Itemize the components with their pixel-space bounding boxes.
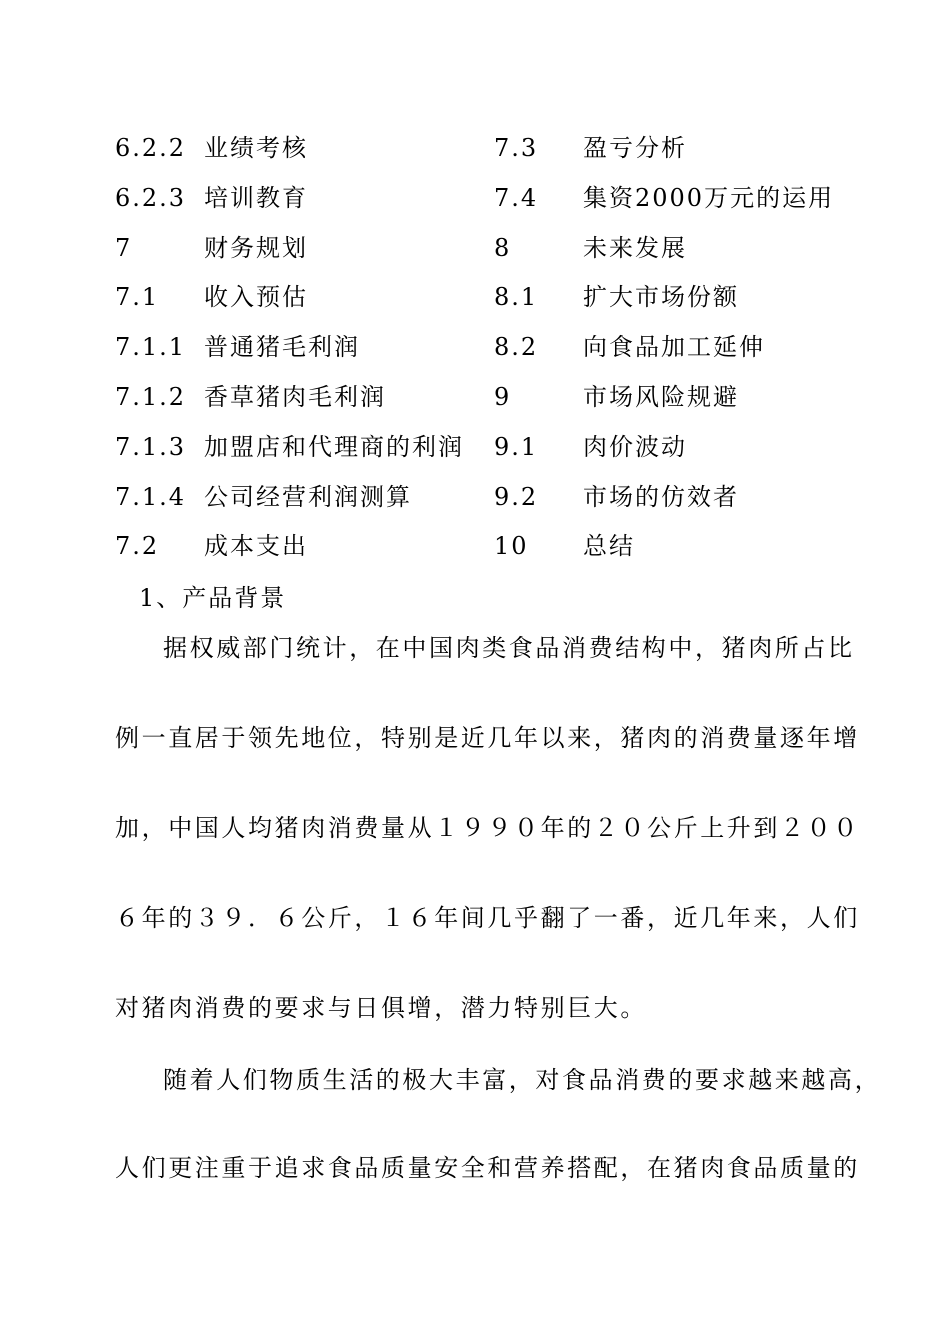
table-of-contents [0,128,950,576]
toc-number: 10 [494,532,529,561]
toc-number: 8.1 [494,283,539,312]
toc-title: 总结 [583,532,635,561]
toc-row [0,377,950,427]
toc-title: 市场风险规避 [583,382,739,411]
toc-title: 香草猪肉毛利润 [204,382,386,411]
section-heading: 1、产品背景 [139,584,287,612]
toc-number: 7.4 [494,183,539,212]
toc-title: 业绩考核 [204,134,308,162]
toc-number: 6.2.3 [115,183,187,212]
toc-title: 集资2000万元的运用 [583,183,835,212]
toc-number: 6.2.2 [115,134,187,162]
toc-title: 财务规划 [204,233,308,262]
toc-title: 盈亏分析 [583,134,687,162]
toc-row [0,178,950,228]
toc-title: 加盟店和代理商的利润 [204,432,464,461]
toc-number: 9 [494,382,512,411]
toc-number: 7.1 [115,283,160,312]
toc-title: 收入预估 [204,283,308,312]
toc-title: 未来发展 [583,233,687,262]
toc-title: 普通猪毛利润 [204,333,360,362]
toc-number: 7.3 [494,134,539,162]
toc-row [0,277,950,327]
toc-row [0,327,950,377]
toc-number: 8.2 [494,333,539,362]
toc-number: 7.2 [115,532,160,561]
paragraph-line: 据权威部门统计，在中国肉类食品消费结构中，猪肉所占比 [163,634,855,662]
toc-title: 成本支出 [204,532,308,561]
toc-title: 向食品加工延伸 [583,333,765,362]
toc-number: 8 [494,233,512,262]
paragraph-line: 例一直居于领先地位，特别是近几年以来，猪肉的消费量逐年增 [115,724,860,752]
paragraph-line: 人们更注重于追求食品质量安全和营养搭配，在猪肉食品质量的 [115,1154,860,1182]
toc-number: 7 [115,233,133,262]
toc-number: 9.1 [494,432,539,461]
toc-title: 市场的仿效者 [583,482,739,511]
toc-row [0,477,950,527]
toc-title: 公司经营利润测算 [204,482,412,511]
toc-title: 培训教育 [204,183,308,212]
toc-row [0,427,950,477]
toc-number: 7.1.3 [115,432,187,461]
paragraph-line: 对猪肉消费的要求与日俱增，潜力特别巨大。 [115,994,647,1022]
toc-row [0,128,950,178]
toc-number: 9.2 [494,482,539,511]
paragraph-line: ６年的３９．６公斤，１６年间几乎翻了一番，近几年来，人们 [115,904,860,932]
toc-title: 扩大市场份额 [583,283,739,312]
toc-row [0,526,950,576]
paragraph-line: 加，中国人均猪肉消费量从１９９０年的２０公斤上升到２００ [115,814,860,842]
toc-number: 7.1.4 [115,482,187,511]
toc-number: 7.1.2 [115,382,187,411]
toc-row [0,228,950,278]
toc-number: 7.1.1 [115,333,187,362]
toc-title: 肉价波动 [583,432,687,461]
paragraph-line: 随着人们物质生活的极大丰富，对食品消费的要求越来越高， [163,1066,882,1094]
